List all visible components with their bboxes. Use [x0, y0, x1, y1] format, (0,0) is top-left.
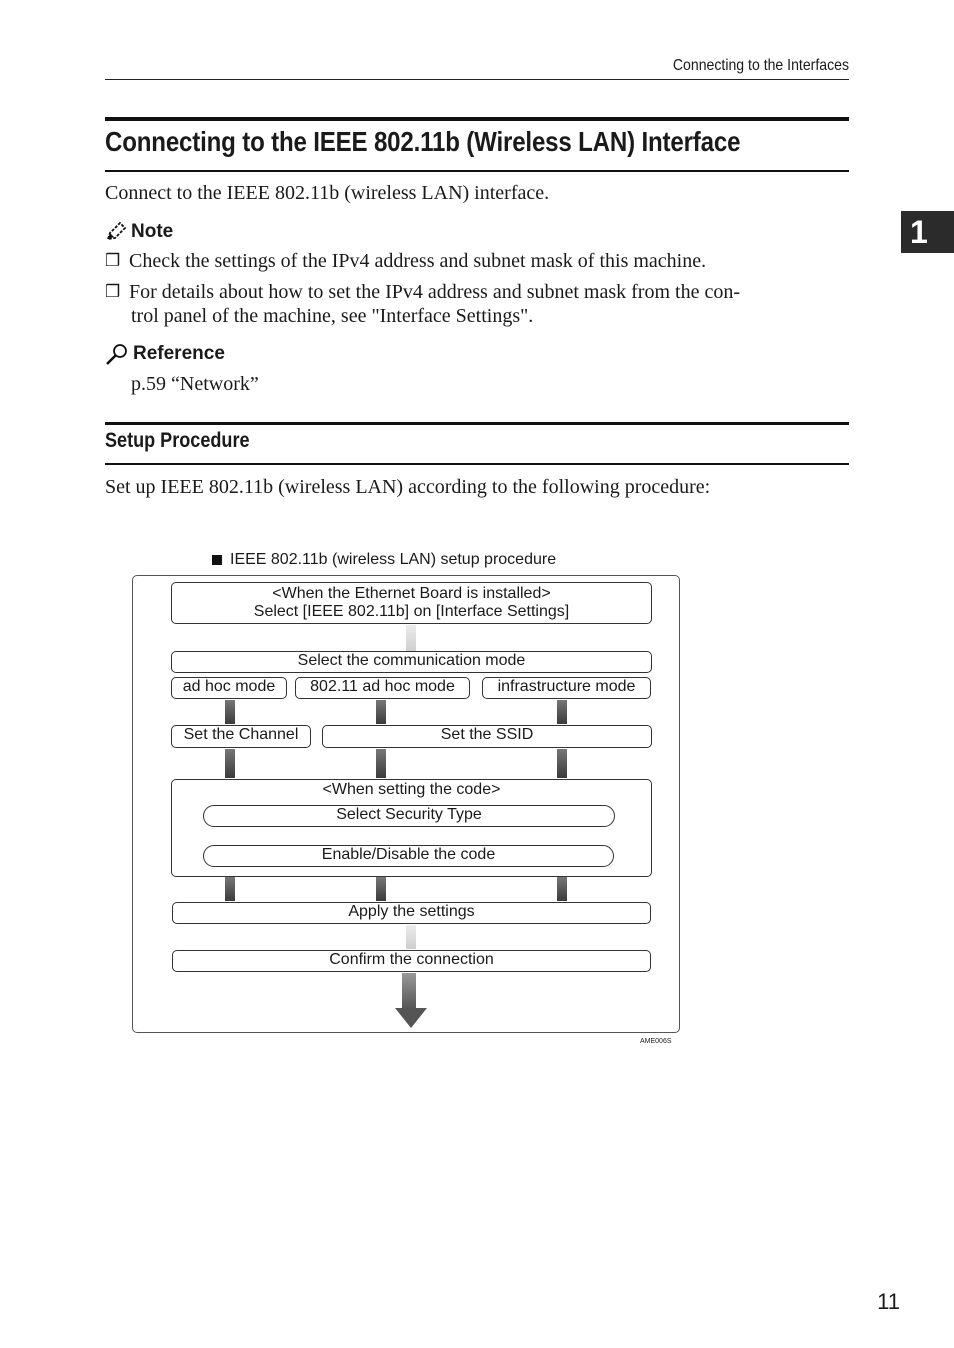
- connector: [557, 877, 567, 901]
- select-mode-step: Select the communication mode: [171, 651, 652, 673]
- header-rule: [105, 79, 849, 80]
- title-rule-top: [105, 117, 849, 121]
- section-title: Setup Procedure: [105, 429, 250, 452]
- set-ssid-step: Set the SSID: [322, 725, 652, 748]
- connector: [225, 877, 235, 901]
- confirm-connection-step: Confirm the connection: [172, 950, 651, 972]
- mode-80211-adhoc: 802.11 ad hoc mode: [295, 677, 470, 699]
- mode-infrastructure: infrastructure mode: [482, 677, 651, 699]
- note-heading: [105, 221, 173, 243]
- set-channel-step: Set the Channel: [171, 725, 311, 748]
- square-bullet-icon: [212, 555, 222, 565]
- ethernet-board-action: Select [IEEE 802.11b] on [Interface Settings]: [253, 603, 570, 620]
- connector: [376, 877, 386, 901]
- bullet-checkbox-icon: ❒: [105, 282, 121, 301]
- page-title: Connecting to the IEEE 802.11b (Wireless LAN) Interface: [105, 126, 741, 157]
- section-rule-bottom: [105, 463, 849, 465]
- flow-arrow-shaft: [402, 973, 416, 1009]
- connector: [406, 625, 416, 651]
- note-item: [105, 280, 849, 304]
- magnifier-icon: [105, 343, 129, 365]
- note-item-text-continued: trol panel of the machine, see "Interface Settings".: [131, 305, 534, 327]
- reference-heading: [105, 343, 225, 365]
- connector: [376, 700, 386, 724]
- connector: [225, 700, 235, 724]
- note-item-text: Check the settings of the IPv4 address and subnet mask of this machine.: [129, 250, 707, 272]
- reference-link[interactable]: p.59 “Network”: [131, 373, 259, 395]
- connector: [225, 749, 235, 778]
- pencil-icon: [105, 222, 127, 242]
- connector: [376, 749, 386, 778]
- chapter-tab: 1: [901, 211, 954, 253]
- select-security-step: Select Security Type: [203, 805, 615, 827]
- connector: [406, 925, 416, 949]
- note-item: [105, 249, 849, 273]
- title-rule-bottom: [105, 170, 849, 172]
- security-code-heading: <When setting the code>: [322, 781, 501, 798]
- bullet-checkbox-icon: ❒: [105, 251, 121, 270]
- ethernet-board-step: [171, 582, 652, 624]
- page-number: 11: [877, 1289, 900, 1314]
- figure-code: AME006S: [640, 1038, 672, 1045]
- note-item-text: For details about how to set the IPv4 address and subnet mask from the con-: [129, 281, 740, 303]
- connector: [557, 700, 567, 724]
- diagram-title: [212, 551, 556, 569]
- reference-heading-label: Reference: [133, 343, 225, 364]
- section-text: Set up IEEE 802.11b (wireless LAN) according to the following procedure:: [105, 476, 711, 498]
- enable-code-step: Enable/Disable the code: [203, 845, 614, 867]
- ethernet-board-heading: <When the Ethernet Board is installed>: [272, 585, 551, 602]
- diagram-title-label: IEEE 802.11b (wireless LAN) setup procedure: [230, 551, 557, 568]
- section-rule-top: [105, 422, 849, 425]
- intro-text: Connect to the IEEE 802.11b (wireless LAN) interface.: [105, 182, 550, 204]
- arrow-down-icon: [395, 1008, 427, 1028]
- connector: [557, 749, 567, 778]
- apply-settings-step: Apply the settings: [172, 902, 651, 924]
- note-heading-label: Note: [131, 221, 174, 242]
- mode-adhoc: ad hoc mode: [171, 677, 287, 699]
- running-header: Connecting to the Interfaces: [672, 57, 849, 74]
